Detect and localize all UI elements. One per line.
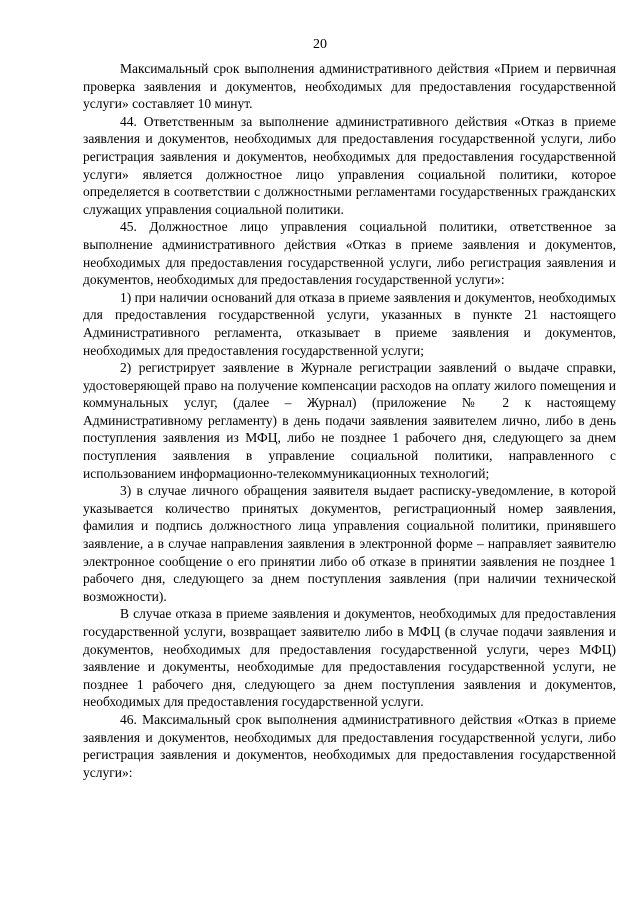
paragraph-45-item-2: 2) регистрирует заявление в Журнале регистрации заявлений о выдаче справки, удостоверяющей право на получение компенсации расходов на оплату жилого помещения и коммунальных услуг, (далее – Журнал) (приложение № 2 к настоящему Административному регламенту) в день подачи заявления заявителем лично, либо в день поступления заявления из МФЦ, либо не позднее 1 рабочего дня, следующего за днем поступления заявления в управление социальной политики, направленного с использованием информационно-телекоммуникационных технологий; <box>83 360 616 481</box>
paragraph-45: 45. Должностное лицо управления социальной политики, ответственное за выполнение административного действия «Отказ в приеме заявления и документов, необходимых для предоставления государственной услуги, либо регистрация заявления и документов, необходимых для предоставления государственной услуги»: <box>83 219 616 288</box>
paragraph-max-time-intake: Максимальный срок выполнения административного действия «Прием и первичная проверка заявления и документов, необходимых для предоставления государственной услуги» составляет 10 минут. <box>83 61 616 112</box>
paragraph-46: 46. Максимальный срок выполнения административного действия «Отказ в приеме заявления и документов, необходимых для предоставления государственной услуги, либо регистрация заявления и документов, необходимых для предоставления государственной услуги»: <box>83 711 616 780</box>
paragraph-refusal-return: В случае отказа в приеме заявления и документов, необходимых для предоставления государственной услуги, возвращает заявителю либо в МФЦ (в случае подачи заявления и документов, необходимых для предоставления государственной услуги, через МФЦ) заявление и документы, необходимые для предоставления государственной услуги, не позднее 1 рабочего дня, следующего за днем поступления заявления и документов, необходимых для предоставления государственной услуги. <box>83 606 616 710</box>
page-number: 20 <box>313 37 327 52</box>
paragraph-45-item-3: 3) в случае личного обращения заявителя выдает расписку-уведомление, в которой указывается количество принятых документов, регистрационный номер заявления, фамилия и подпись должностного лица управления социальной политики, принявшего заявление, а в случае направления заявления в электронной форме – направляет заявителю электронное сообщение о его принятии либо об отказе в принятии заявления не позднее 1 рабочего дня, следующего за днем поступления заявления (при наличии технической возможности). <box>83 483 616 604</box>
paragraph-44: 44. Ответственным за выполнение административного действия «Отказ в приеме заявления и документов, необходимых для предоставления государственной услуги, либо регистрация заявления и документов, необходимых для предоставления государственной услуги» является должностное лицо управления социальной политики, которое определяется в соответствии с должностными регламентами государственных гражданских служащих управления социальной политики. <box>83 113 616 217</box>
paragraph-45-item-1: 1) при наличии оснований для отказа в приеме заявления и документов, необходимых для предоставления государственной услуги, указанных в пункте 21 настоящего Административного регламента, отказывает в приеме заявления и документов, необходимых для предоставления государственной услуги; <box>83 289 616 358</box>
document-body <box>83 60 616 781</box>
